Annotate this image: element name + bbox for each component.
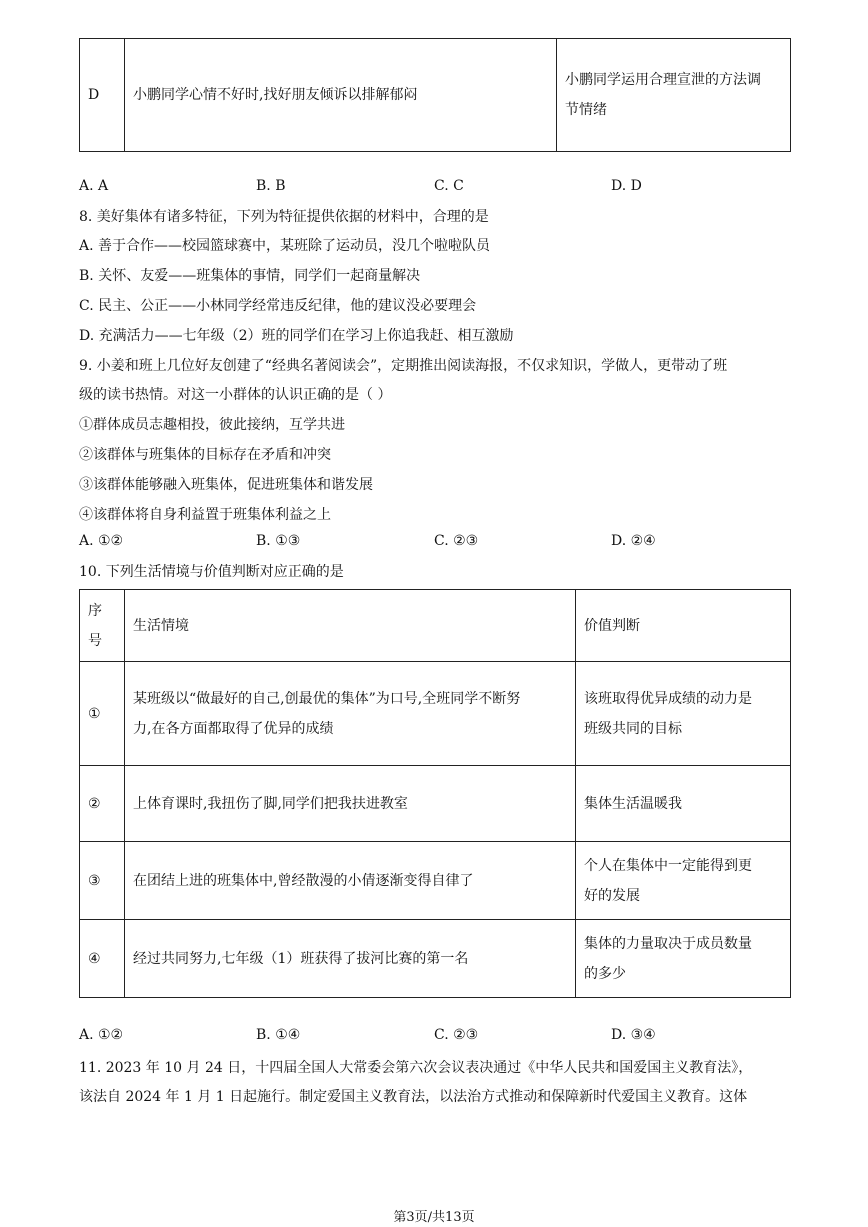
scenario-line: 力,在各方面都取得了优异的成绩	[133, 720, 334, 737]
option-d[interactable]: D. ②④	[611, 533, 656, 549]
header-no	[80, 590, 125, 662]
q9-stem: 级的读书热情。对这一小群体的认识正确的是（ ）	[79, 387, 392, 403]
cell-judgement	[576, 842, 791, 920]
cell-judgement	[557, 39, 791, 152]
option-a[interactable]: A. ①②	[79, 533, 124, 549]
option-d[interactable]: D. D	[611, 178, 642, 194]
option-a[interactable]: A. ①②	[79, 1027, 124, 1043]
cell-scenario: 小鹏同学心情不好时,找好朋友倾诉以排解郁闷	[125, 39, 557, 152]
cell-scenario: 在团结上进的班集体中,曾经散漫的小倩逐渐变得自律了	[125, 842, 576, 920]
cell-no: ①	[80, 662, 125, 766]
q10-table	[79, 589, 791, 998]
q8-option-b[interactable]: B. 关怀、友爱——班集体的事情，同学们一起商量解决	[79, 268, 421, 284]
q8-option-a[interactable]: A. 善于合作——校园篮球赛中，某班除了运动员，没几个啦啦队员	[79, 238, 491, 254]
judgement-line: 的多少	[584, 965, 626, 982]
q8-option-c[interactable]: C. 民主、公正——小林同学经常违反纪律，他的建议没必要理会	[79, 298, 477, 314]
q10-stem: 10. 下列生活情境与价值判断对应正确的是	[79, 564, 344, 580]
table-row	[80, 920, 791, 998]
q11-line: 该法自 2024 年 1 月 1 日起施行。制定爱国主义教育法，以法治方式推动和保障新时代爱国主义教育。这体	[79, 1089, 748, 1105]
option-a[interactable]: A. A	[79, 178, 109, 194]
cell-no: ②	[80, 766, 125, 842]
option-b[interactable]: B. ①③	[256, 533, 301, 549]
header-no-line: 号	[88, 632, 102, 649]
table-row	[80, 662, 791, 766]
option-c[interactable]: C. ②③	[434, 533, 479, 549]
table-row	[80, 766, 791, 842]
scenario-line: 某班级以“做最好的自己,创最优的集体”为口号,全班同学不断努	[133, 690, 521, 707]
judgement-line: 节情绪	[565, 102, 607, 118]
option-b[interactable]: B. B	[256, 178, 286, 194]
cell-judgement	[576, 662, 791, 766]
option-c[interactable]: C. ②③	[434, 1027, 479, 1043]
table-row	[80, 842, 791, 920]
q11-line: 11. 2023 年 10 月 24 日，十四届全国人大常委会第六次会议表决通过《中华人民共和国爱国主义教育法》，	[79, 1060, 753, 1076]
q9-statement: ③该群体能够融入班集体，促进班集体和谐发展	[79, 477, 373, 493]
option-d[interactable]: D. ③④	[611, 1027, 656, 1043]
judgement-line: 小鹏同学运用合理宣泄的方法调	[565, 72, 761, 88]
top-table	[79, 38, 791, 152]
cell-scenario	[125, 662, 576, 766]
cell-judgement: 集体生活温暖我	[576, 766, 791, 842]
cell-no: ③	[80, 842, 125, 920]
q9-statement: ②该群体与班集体的目标存在矛盾和冲突	[79, 447, 331, 463]
q8-stem: 8. 美好集体有诸多特征，下列为特征提供依据的材料中，合理的是	[79, 209, 489, 225]
header-no-line: 序	[88, 602, 102, 619]
cell-judgement	[576, 920, 791, 998]
header-judgement: 价值判断	[576, 590, 791, 662]
judgement-line: 个人在集体中一定能得到更	[584, 857, 752, 874]
cell-scenario: 上体育课时,我扭伤了脚,同学们把我扶进教室	[125, 766, 576, 842]
option-b[interactable]: B. ①④	[256, 1027, 301, 1043]
judgement-line: 好的发展	[584, 887, 640, 904]
cell-no: ④	[80, 920, 125, 998]
page-number: 第3页/共13页	[393, 1210, 475, 1225]
judgement-line: 班级共同的目标	[584, 720, 682, 737]
option-c[interactable]: C. C	[434, 178, 464, 194]
q9-stem: 9. 小姜和班上几位好友创建了“经典名著阅读会”，定期推出阅读海报，不仅求知识，学做人，更带动了班	[79, 358, 728, 374]
cell-scenario: 经过共同努力,七年级（1）班获得了拔河比赛的第一名	[125, 920, 576, 998]
q9-statement: ①群体成员志趣相投，彼此接纳，互学共进	[79, 417, 345, 433]
cell-no: D	[80, 39, 125, 152]
q8-option-d[interactable]: D. 充满活力——七年级（2）班的同学们在学习上你追我赶、相互激励	[79, 328, 514, 344]
header-scenario: 生活情境	[125, 590, 576, 662]
table-row	[80, 39, 791, 152]
table-header-row	[80, 590, 791, 662]
judgement-line: 该班取得优异成绩的动力是	[584, 690, 752, 707]
judgement-line: 集体的力量取决于成员数量	[584, 935, 752, 952]
q9-statement: ④该群体将自身利益置于班集体利益之上	[79, 507, 331, 523]
